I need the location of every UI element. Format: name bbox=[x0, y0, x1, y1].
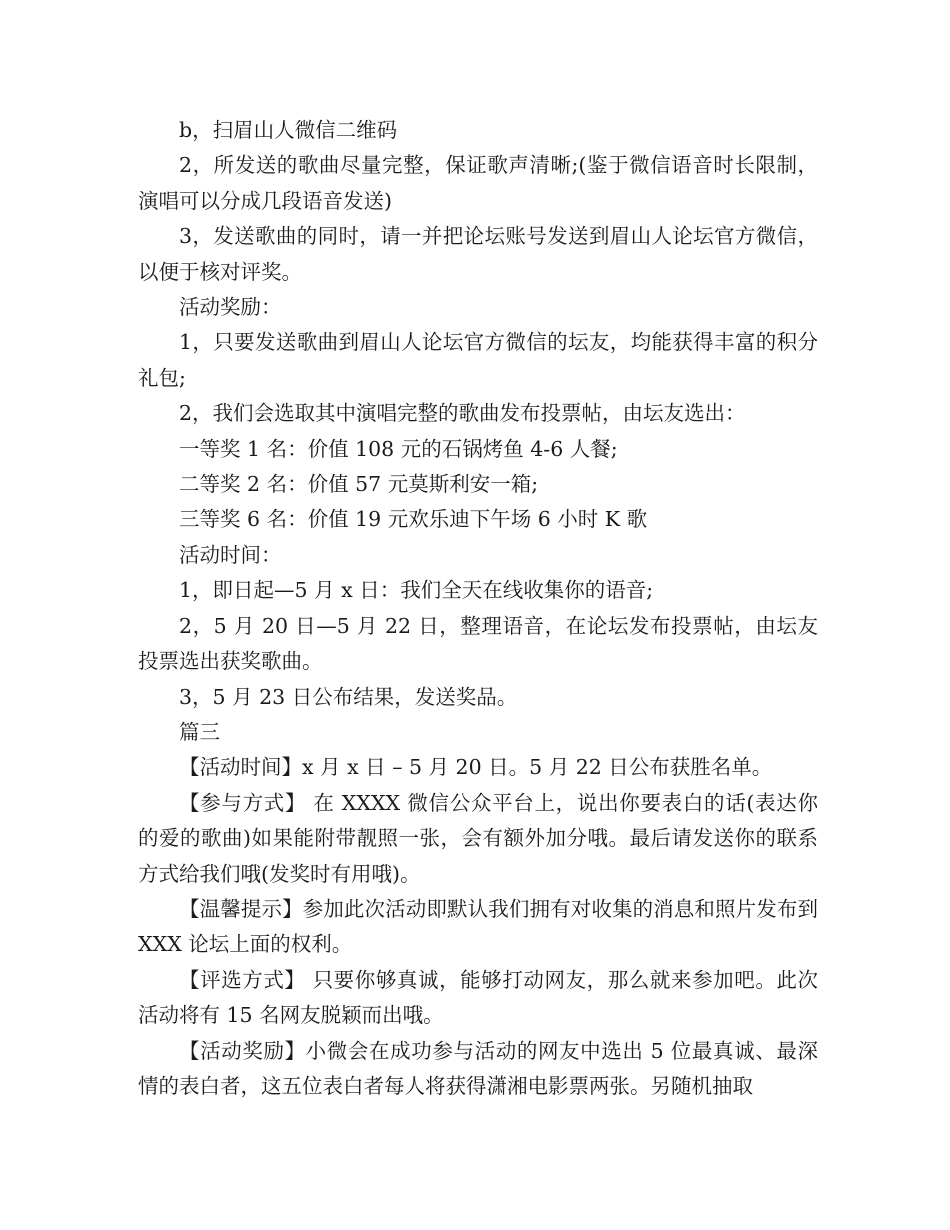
paragraph-third-prize: 三等奖 6 名：价值 19 元欢乐迪下午场 6 小时 K 歌 bbox=[179, 507, 648, 532]
paragraph-participation: 【参与方式】 在 XXXX 微信公众平台上，说出你要表白的话(表达你的爱的歌曲)如果能附带靓照一张，会有额外加分哦。最后请发送你的联系方式给我们哦(发奖时有用哦)。 bbox=[138, 790, 818, 886]
paragraph-first-prize: 一等奖 1 名：价值 108 元的石锅烤鱼 4-6 人餐; bbox=[179, 436, 618, 461]
paragraph-activity-rewards: 【活动奖励】小微会在成功参与活动的网友中选出 5 位最真诚、最深情的表白者，这五位表白者每人将获得潇湘电影票两张。另随机抽取 bbox=[138, 1038, 818, 1098]
paragraph-scan-qr: b，扫眉山人微信二维码 bbox=[179, 118, 398, 142]
heading-rewards: 活动奖励： bbox=[179, 295, 282, 320]
paragraph-second-prize: 二等奖 2 名：价值 57 元莫斯利安一箱; bbox=[179, 472, 539, 497]
paragraph-reminder: 【温馨提示】参加此次活动即默认我们拥有对收集的消息和照片发布到 XXX 论坛上面的权利。 bbox=[138, 896, 818, 957]
paragraph-time-1: 1，即日起—5 月 x 日：我们全天在线收集你的语音; bbox=[179, 578, 654, 603]
paragraph-rule-3: 3，发送歌曲的同时，请一并把论坛账号发送到眉山人论坛官方微信，以便于核对评奖。 bbox=[138, 224, 818, 284]
paragraph-reward-2: 2，我们会选取其中演唱完整的歌曲发布投票帖，由坛友选出： bbox=[179, 401, 746, 426]
heading-activity-time: 活动时间： bbox=[179, 542, 282, 567]
paragraph-activity-time: 【活动时间】x 月 x 日 – 5 月 20 日。5 月 22 日公布获胜名单。 bbox=[179, 755, 773, 780]
paragraph-rule-2: 2，所发送的歌曲尽量完整，保证歌声清晰;(鉴于微信语音时长限制，演唱可以分成几段语音发送) bbox=[138, 153, 818, 213]
paragraph-time-2: 2，5 月 20 日—5 月 22 日，整理语音，在论坛发布投票帖，由坛友投票选出获奖歌曲。 bbox=[138, 613, 818, 674]
paragraph-reward-1: 1，只要发送歌曲到眉山人论坛官方微信的坛友，均能获得丰富的积分礼包; bbox=[138, 330, 818, 390]
document-body bbox=[138, 113, 818, 1104]
section-heading-part-three: 篇三 bbox=[179, 719, 220, 744]
paragraph-time-3: 3，5 月 23 日公布结果，发送奖品。 bbox=[179, 684, 518, 709]
paragraph-selection: 【评选方式】 只要你够真诚，能够打动网友，那么就来参加吧。此次活动将有 15 名网友脱颖而出哦。 bbox=[138, 967, 818, 1028]
